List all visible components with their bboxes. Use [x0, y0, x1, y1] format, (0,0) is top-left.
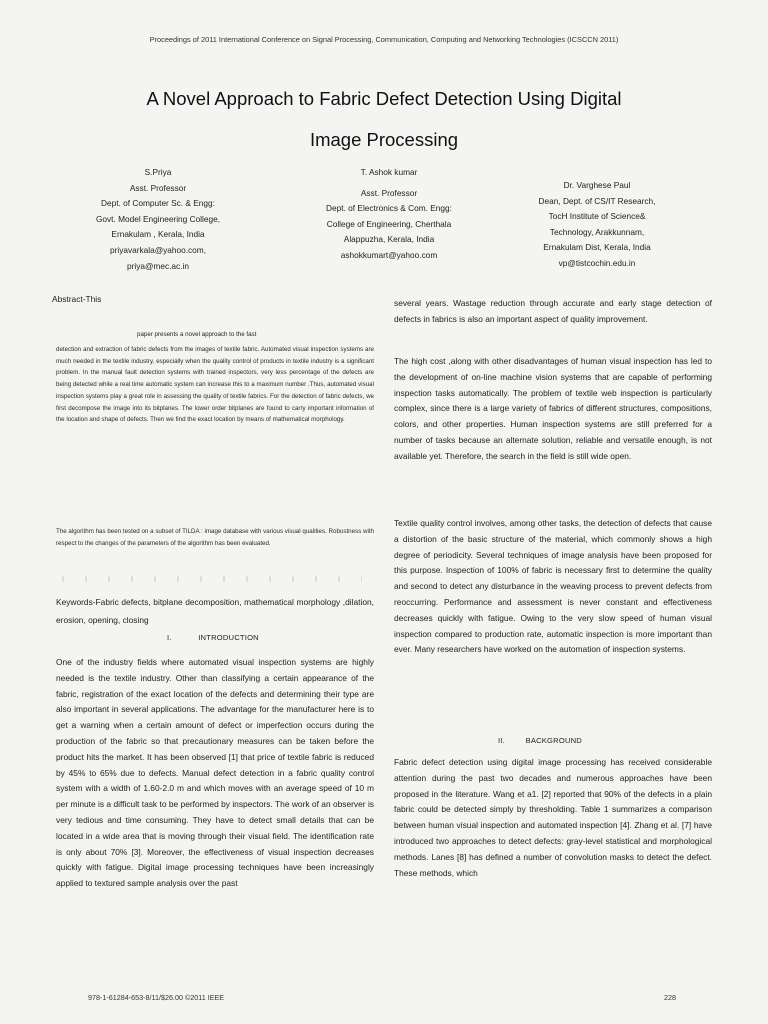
body-paragraph: Fabric defect detection using digital image processing has received considerable attention during the past two decades and numerous approaches have been proposed in the literature. Wang et a1. [2] reported that 90% of the defects in a plain fabric could be detected simply by thresholding. Table 1 summarizes a comparison between human visual inspection and automated inspection [4]. Zhang et al. [7] have introduced two approaches to detect defects: gray-level statistical and morphological methods. Lanes [8] has defined a number of convolution masks to detect the defect. These methods, which: [394, 757, 712, 878]
author-name: T. Ashok kumar: [360, 167, 418, 177]
author-department: Dept. of Computer Sc. & Engg:: [101, 198, 215, 209]
conference-header: Proceedings of 2011 International Conference on Signal Processing, Communication, Computing and Networking Technologies (ICSCCN 2011): [149, 35, 619, 44]
column2-paragraph-3: [394, 516, 712, 658]
abstract-paragraph: The algorithm has been tested on a subset of TILDA : image database with various visual qualities. Robustness with respect to the changes of the parameters of the algorithm has been evaluated.: [56, 528, 374, 547]
paper-title-line-2: Image Processing: [309, 129, 459, 150]
author-block-1: [58, 165, 258, 274]
author-department: Dept. of Electronics & Com. Engg:: [326, 203, 452, 214]
author-institution: College of Engineering, Cherthala: [326, 218, 452, 229]
body-paragraph: Textile quality control involves, among other tasks, the detection of defects that cause a distortion of the basic structure of the material, which commonly shows a high degree of periodicity. Several techniques of image analysis have been proposed for this purpose. Inspection of 100% of fabric is necessary first to determine the quality and second to detect any disturbance in the weaving process to prevent defects from reoccurring. Performance and assessment is never constant and effectiveness decreases quickly with fatigue. Owing to the very slow speed of human visual inspection compared to production rate, automatic inspection is more important than ever. Many researchers have worked on the automation of inspection systems.: [394, 518, 712, 655]
paper-title: [60, 78, 708, 160]
keywords: Keywords-Fabric defects, bitplane decomposition, mathematical morphology ,dilation, erosion, opening, closing: [56, 597, 374, 625]
author-position: Asst. Professor: [129, 182, 187, 193]
body-paragraph: several years. Wastage reduction through accurate and early stage detection of defects in fabrics is also an important aspect of quality improvement.: [394, 298, 712, 324]
section-heading-introduction: [167, 633, 259, 642]
column2-paragraph-2: [394, 354, 712, 465]
author-institution: Technology, Arakkunnam,: [549, 226, 645, 237]
author-institution: Govt. Model Engineering College,: [95, 213, 221, 224]
author-position: Asst. Professor: [360, 187, 418, 198]
author-name: S.Priya: [144, 167, 172, 177]
introduction-paragraph: [56, 655, 374, 892]
abstract-body-2: [56, 526, 374, 549]
author-position: Dean, Dept. of CS/IT Research,: [538, 195, 656, 206]
section-number: II.: [498, 736, 505, 745]
author-email: priya@mec.ac.in: [127, 260, 189, 271]
paper-title-line-1: A Novel Approach to Fabric Defect Detection Using Digital: [146, 88, 622, 109]
background-paragraph: [394, 755, 712, 881]
author-email: vp@tistcochin.edu.in: [558, 257, 636, 268]
author-block-3: [512, 178, 682, 272]
section-title: INTRODUCTION: [198, 633, 259, 642]
faint-dot-row: [62, 576, 362, 582]
abstract-lead: paper presents a novel approach to the fast: [137, 331, 257, 338]
author-block-2: [300, 165, 478, 264]
body-paragraph: The high cost ,along with other disadvantages of human visual inspection has led to the development of on-line machine vision systems that are capable of performing inspection tasks automatically. The problem of textile web inspection is particularly complex, since there is a large variety of fabrics of different structures, compositions, colors, and other properties. Human inspection systems are still preferred for a number of tasks because an alternate solution, reliable and versatile enough, is not available yet. Therefore, the search in the field is still wide open.: [394, 356, 712, 461]
abstract-body: [56, 344, 374, 426]
body-paragraph: One of the industry fields where automated visual inspection systems are highly needed is the textile industry. Other than classifying a certain appearance of the fabric, registration of the exact location of the defects and determining their type are also important in several applications. The advantage for the manufacturer here is to get a warning when a certain amount of defect or imperfection occurs during the production of the fabric so that precautionary measures can be taken before the product hits the market. It has been observed [1] that price of textile fabric is reduced by 45% to 65% due to defects. Manual defect detection in a fabric quality control system with a width of 1.60-2.0 m and which moves with an average speed of 10 m per minute is a difficult task to be performed by inspectors. The work of an observer is very tedious and time consuming. They have to detect small details that can be located in a wide area that is moving through their visual field. The identification rate is only about 70% [3]. Moreover, the effectiveness of visual inspection decreases quickly with fatigue. Digital image processing techniques have been increasingly applied to textured sample analysis over the past: [56, 657, 374, 889]
author-location: Ernakulam Dist, Kerala, India: [543, 242, 651, 253]
section-title: BACKGROUND: [525, 736, 582, 745]
author-name: Dr. Varghese Paul: [563, 180, 631, 190]
section-heading-background: [498, 736, 582, 745]
section-number: I.: [167, 633, 172, 642]
abstract-paragraph: detection and extraction of fabric defects from the images of textile fabric. Automated visual inspection systems are much needed in the textile industry, especially when the quality control of products in textile industry is a significant problem. In the manual fault detection systems with trained inspectors, very less percentage of the defects are being detected while a real time automatic system can increase this to a maximum number .Thus, automated visual inspection systems play a great role in assessing the quality of textile fabrics. For the detection of fabric defects, we first decompose the image into its bitplanes. The lower order bitplanes are found to carry important information of the location and shape of defects. Then we find the exact location by means of mathematical morphology.: [56, 346, 374, 424]
page-number: 228: [664, 993, 676, 1002]
author-email: ashokkumart@yahoo.com: [340, 249, 438, 260]
author-location: Alappuzha, Kerala, India: [343, 234, 435, 245]
author-institution: TocH Institute of Science&: [548, 211, 646, 222]
copyright-footer: 978-1-61284-653-8/11/$26.00 ©2011 IEEE: [88, 993, 225, 1002]
abstract-heading: Abstract-This: [52, 294, 102, 304]
column2-paragraph-1: [394, 296, 712, 328]
author-location: Ernakulam , Kerala, India: [111, 229, 205, 240]
author-email: priyavarkala@yahoo.com,: [109, 244, 207, 255]
